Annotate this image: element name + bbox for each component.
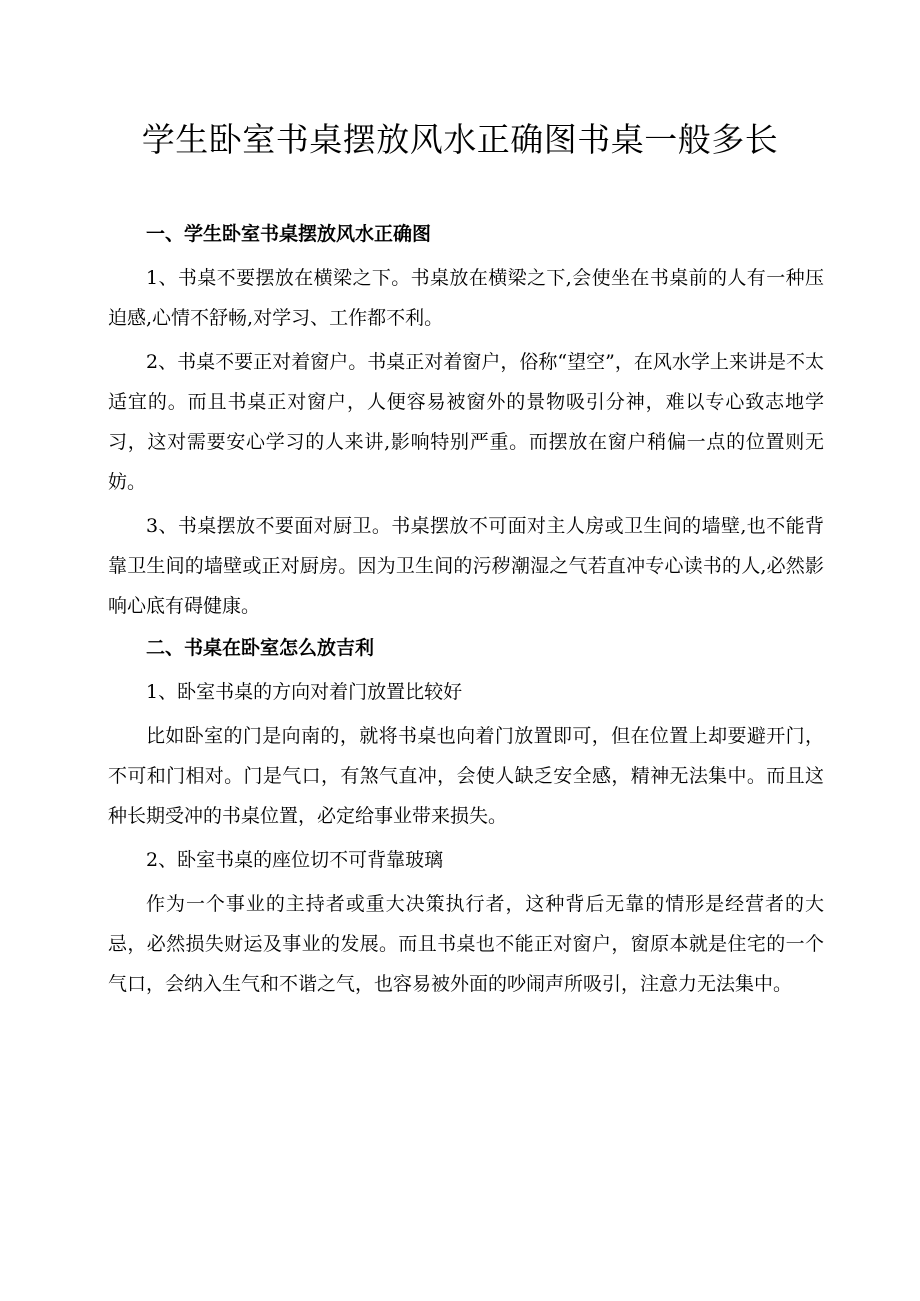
section-heading-1: 一、学生卧室书桌摆放风水正确图 [146,223,432,245]
paragraph: 1、书桌不要摆放在横梁之下。书桌放在横梁之下,会使坐在书桌前的人有一种压迫感,心情不舒畅,对学习、工作都不利。 [108,267,824,329]
paragraph: 3、书桌摆放不要面对厨卫。书桌摆放不可面对主人房或卫生间的墙壁,也不能背靠卫生间的墙壁或正对厨房。因为卫生间的污秽潮湿之气若直冲专心读书的人,必然影响心底有碍健康。 [108,515,824,617]
paragraph: 作为一个事业的主持者或重大决策执行者，这种背后无靠的情形是经营者的大忌，必然损失财运及事业的发展。而且书桌也不能正对窗户，窗原本就是住宅的一个气口，会纳入生气和不谐之气，也容易被外面的吵闹声所吸引，注意力无法集中。 [108,893,824,995]
document-body [108,212,824,1004]
subheading: 2、卧室书桌的座位切不可背靠玻璃 [146,849,444,871]
subheading: 1、卧室书桌的方向对着门放置比较好 [146,681,463,703]
section-heading-2: 二、书桌在卧室怎么放吉利 [146,637,375,659]
paragraph: 比如卧室的门是向南的，就将书桌也向着门放置即可，但在位置上却要避开门，不可和门相对。门是气口，有煞气直冲，会使人缺乏安全感，精神无法集中。而且这种长期受冲的书桌位置，必定给事业带来损失。 [108,725,824,827]
page-title: 学生卧室书桌摆放风水正确图书桌一般多长 [141,120,779,159]
paragraph: 2、书桌不要正对着窗户。书桌正对着窗户，俗称“望空”，在风水学上来讲是不太适宜的。而且书桌正对窗户，人便容易被窗外的景物吸引分神，难以专心致志地学习，这对需要安心学习的人来讲,影响特别严重。而摆放在窗户稍偏一点的位置则无妨。 [108,351,824,493]
